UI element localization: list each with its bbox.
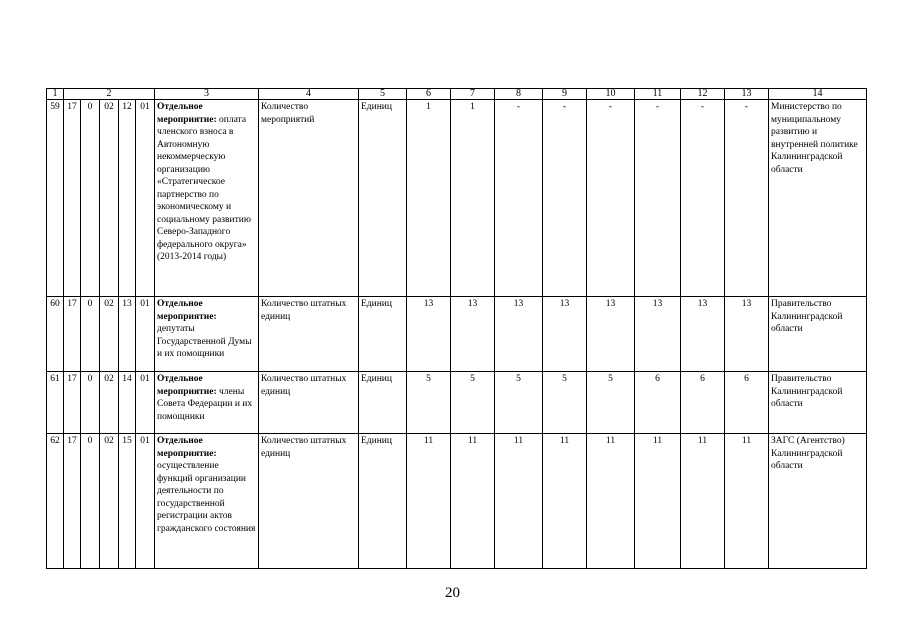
header-cell: 11 bbox=[635, 89, 681, 100]
activity-name: депутаты Государственной Думы и их помощники bbox=[157, 324, 252, 359]
value-cell: 11 bbox=[725, 434, 769, 569]
code-cell: 0 bbox=[81, 100, 100, 297]
code-cell: 59 bbox=[47, 100, 64, 297]
code-cell: 17 bbox=[64, 434, 81, 569]
value-cell: 11 bbox=[543, 434, 587, 569]
code-cell: 02 bbox=[100, 297, 119, 372]
code-cell: 0 bbox=[81, 297, 100, 372]
activity-name-cell bbox=[155, 434, 259, 569]
value-cell: 11 bbox=[635, 434, 681, 569]
header-cell: 8 bbox=[495, 89, 543, 100]
header-cell: 2 bbox=[64, 89, 155, 100]
value-cell: 13 bbox=[587, 297, 635, 372]
value-cell: - bbox=[681, 100, 725, 297]
code-cell: 13 bbox=[119, 297, 136, 372]
code-cell: 02 bbox=[100, 100, 119, 297]
activity-type: Отдельное мероприятие: bbox=[157, 102, 217, 125]
code-cell: 02 bbox=[100, 372, 119, 434]
program-table bbox=[46, 88, 867, 569]
value-cell: - bbox=[495, 100, 543, 297]
activity-name-cell bbox=[155, 100, 259, 297]
activity-name: члены Совета Федерации и их помощники bbox=[157, 386, 253, 422]
value-cell: 5 bbox=[495, 372, 543, 434]
value-cell: 11 bbox=[587, 434, 635, 569]
code-cell: 17 bbox=[64, 297, 81, 372]
value-cell: 11 bbox=[451, 434, 495, 569]
code-cell: 01 bbox=[136, 100, 155, 297]
value-cell: 6 bbox=[681, 372, 725, 434]
table-row bbox=[47, 434, 867, 569]
value-cell: 13 bbox=[543, 297, 587, 372]
code-cell: 14 bbox=[119, 372, 136, 434]
value-cell: 11 bbox=[495, 434, 543, 569]
header-cell: 7 bbox=[451, 89, 495, 100]
executor-cell: Правительство Калининградской области bbox=[769, 297, 867, 372]
value-cell: 5 bbox=[451, 372, 495, 434]
executor-cell: ЗАГС (Агентство) Калининградской области bbox=[769, 434, 867, 569]
value-cell: 13 bbox=[495, 297, 543, 372]
value-cell: 5 bbox=[407, 372, 451, 434]
header-row bbox=[47, 89, 867, 100]
value-cell: 5 bbox=[587, 372, 635, 434]
code-cell: 01 bbox=[136, 372, 155, 434]
unit-cell: Единиц bbox=[359, 372, 407, 434]
code-cell: 12 bbox=[119, 100, 136, 297]
indicator-cell: Количество штатных единиц bbox=[259, 372, 359, 434]
code-cell: 01 bbox=[136, 434, 155, 569]
activity-type: Отдельное мероприятие: bbox=[157, 436, 217, 459]
header-cell: 13 bbox=[725, 89, 769, 100]
code-cell: 60 bbox=[47, 297, 64, 372]
value-cell: 13 bbox=[635, 297, 681, 372]
value-cell: 11 bbox=[407, 434, 451, 569]
value-cell: 5 bbox=[543, 372, 587, 434]
code-cell: 01 bbox=[136, 297, 155, 372]
table-row bbox=[47, 372, 867, 434]
activity-name: оплата членского взноса в Автономную некоммерческую организацию «Стратегическое партнерство по экономическому и социальному развитию Северо-Западного федерального округа» (2013-2014 годы) bbox=[157, 114, 251, 262]
code-cell: 61 bbox=[47, 372, 64, 434]
header-cell: 9 bbox=[543, 89, 587, 100]
indicator-cell: Количество штатных единиц bbox=[259, 297, 359, 372]
header-cell: 4 bbox=[259, 89, 359, 100]
unit-cell: Единиц bbox=[359, 100, 407, 297]
value-cell: 13 bbox=[407, 297, 451, 372]
unit-cell: Единиц bbox=[359, 434, 407, 569]
value-cell: 11 bbox=[681, 434, 725, 569]
value-cell: - bbox=[543, 100, 587, 297]
header-cell: 14 bbox=[769, 89, 867, 100]
value-cell: 6 bbox=[635, 372, 681, 434]
page-number: 20 bbox=[445, 585, 460, 601]
value-cell: - bbox=[725, 100, 769, 297]
value-cell: 6 bbox=[725, 372, 769, 434]
value-cell: - bbox=[587, 100, 635, 297]
unit-cell: Единиц bbox=[359, 297, 407, 372]
header-cell: 6 bbox=[407, 89, 451, 100]
code-cell: 17 bbox=[64, 372, 81, 434]
value-cell: 1 bbox=[407, 100, 451, 297]
header-cell: 5 bbox=[359, 89, 407, 100]
activity-type: Отдельное мероприятие: bbox=[157, 299, 217, 322]
header-cell: 12 bbox=[681, 89, 725, 100]
activity-name: осуществление функций организации деятельности по государственной регистрации актов гражданского состояния bbox=[157, 461, 256, 534]
indicator-cell: Количество мероприятий bbox=[259, 100, 359, 297]
code-cell: 0 bbox=[81, 434, 100, 569]
activity-name-cell bbox=[155, 372, 259, 434]
code-cell: 15 bbox=[119, 434, 136, 569]
value-cell: 13 bbox=[681, 297, 725, 372]
value-cell: 13 bbox=[725, 297, 769, 372]
header-cell: 1 bbox=[47, 89, 64, 100]
code-cell: 0 bbox=[81, 372, 100, 434]
value-cell: - bbox=[635, 100, 681, 297]
executor-cell: Министерство по муниципальному развитию и внутренней политике Калининградской области bbox=[769, 100, 867, 297]
code-cell: 02 bbox=[100, 434, 119, 569]
header-cell: 10 bbox=[587, 89, 635, 100]
value-cell: 13 bbox=[451, 297, 495, 372]
executor-cell: Правительство Калининградской области bbox=[769, 372, 867, 434]
code-cell: 62 bbox=[47, 434, 64, 569]
header-cell: 3 bbox=[155, 89, 259, 100]
value-cell: 1 bbox=[451, 100, 495, 297]
activity-name-cell bbox=[155, 297, 259, 372]
indicator-cell: Количество штатных единиц bbox=[259, 434, 359, 569]
table-row bbox=[47, 297, 867, 372]
activity-type: Отдельное мероприятие: bbox=[157, 374, 217, 397]
code-cell: 17 bbox=[64, 100, 81, 297]
table-row bbox=[47, 100, 867, 297]
